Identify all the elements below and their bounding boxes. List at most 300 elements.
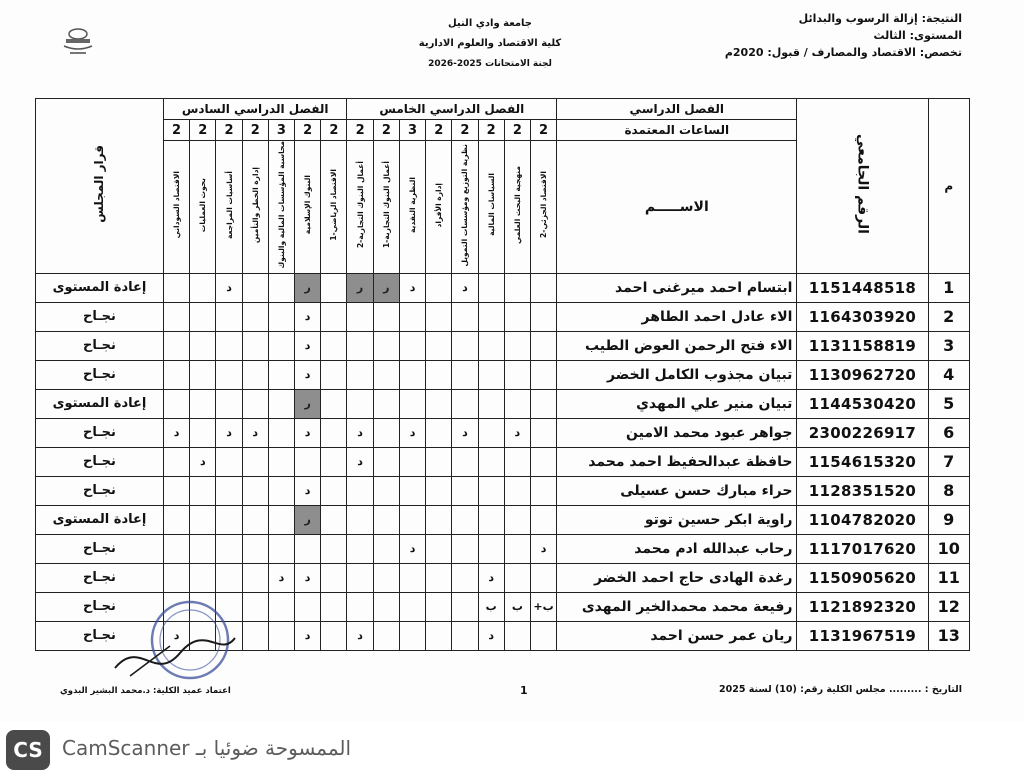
grade-cell	[373, 331, 399, 360]
grade-cell	[321, 360, 347, 389]
table-row	[36, 418, 970, 447]
grade-cell: د	[347, 447, 373, 476]
grade-cell	[242, 447, 268, 476]
grade-cell	[373, 592, 399, 621]
grade-cell: د	[399, 534, 425, 563]
council-date: التاريخ : ......... مجلس الكلية رقم: (10) لسنة 2025	[719, 684, 962, 695]
grade-cell	[399, 563, 425, 592]
row-number: 9	[928, 505, 970, 534]
grade-cell: د	[216, 418, 242, 447]
council-decision: إعادة المستوى	[36, 389, 164, 418]
grade-cell	[399, 447, 425, 476]
council-decision: نجـاح	[36, 621, 164, 650]
grade-cell	[452, 563, 478, 592]
grade-cell: ر	[347, 273, 373, 302]
specialization-line: تخصص: الاقتصاد والمصارف / قبول: 2020م	[724, 46, 962, 59]
grade-cell	[399, 389, 425, 418]
grade-cell	[163, 273, 189, 302]
grade-cell	[530, 447, 556, 476]
grade-cell	[216, 447, 242, 476]
grade-cell	[373, 505, 399, 534]
semester-6-header: الفصل الدراسي السادس	[163, 99, 347, 120]
grade-cell	[321, 389, 347, 418]
course-header	[242, 141, 268, 274]
student-name: الاء عادل احمد الطاهر	[557, 302, 797, 331]
council-decision: نجـاح	[36, 360, 164, 389]
student-name: جواهر عبود محمد الامين	[557, 418, 797, 447]
grade-cell: د	[242, 418, 268, 447]
grade-cell: د	[295, 302, 321, 331]
grade-cell: ر	[373, 273, 399, 302]
course-name: نظرية التوزيع ومؤسسات التمويل	[460, 143, 470, 267]
grade-cell	[190, 505, 216, 534]
grade-cell	[504, 476, 530, 505]
grade-cell	[295, 592, 321, 621]
course-header	[504, 141, 530, 274]
grade-cell	[426, 621, 452, 650]
course-header	[530, 141, 556, 274]
row-number: 13	[928, 621, 970, 650]
student-name: رغدة الهادى حاج احمد الخضر	[557, 563, 797, 592]
table-row	[36, 563, 970, 592]
course-name: أساسيات المراجعة	[224, 170, 234, 239]
table-row	[36, 302, 970, 331]
grade-cell: د	[216, 273, 242, 302]
grade-cell	[452, 302, 478, 331]
course-name: محاسبة المؤسسات المالية والبنوك	[276, 141, 286, 269]
course-name: الاقتصاد الرياضي-1	[329, 168, 339, 241]
course-header	[347, 141, 373, 274]
grade-cell: د	[347, 621, 373, 650]
grade-cell	[478, 447, 504, 476]
grade-cell	[452, 621, 478, 650]
grade-cell	[163, 476, 189, 505]
grade-cell	[321, 563, 347, 592]
grade-cell	[321, 592, 347, 621]
course-name: منهجية البحث العلمي	[512, 165, 522, 244]
grade-cell	[347, 563, 373, 592]
course-name: النظرية النقدية	[408, 176, 418, 233]
grade-cell	[426, 505, 452, 534]
table-row	[36, 447, 970, 476]
course-name: إدارة الأفراد	[434, 182, 444, 228]
id-header-text: الرقم الجامعي	[854, 133, 871, 234]
grade-cell	[373, 389, 399, 418]
grade-cell	[426, 331, 452, 360]
grade-cell	[530, 621, 556, 650]
grade-cell	[190, 418, 216, 447]
row-number: 11	[928, 563, 970, 592]
grade-cell: د	[190, 447, 216, 476]
grade-cell	[504, 534, 530, 563]
student-id: 1131967519	[797, 621, 928, 650]
semester-5-header: الفصل الدراسي الخامس	[347, 99, 557, 120]
course-name: بحوث العمليات	[198, 177, 208, 232]
credit-hours-cell: 2	[216, 120, 242, 141]
grade-cell: د	[478, 563, 504, 592]
grade-cell	[478, 273, 504, 302]
row-number: 12	[928, 592, 970, 621]
student-id: 1131158819	[797, 331, 928, 360]
grade-cell	[242, 563, 268, 592]
row-number: 6	[928, 418, 970, 447]
grade-cell	[426, 389, 452, 418]
grade-cell	[242, 331, 268, 360]
credit-hours-cell: 2	[478, 120, 504, 141]
grade-cell	[347, 331, 373, 360]
id-header	[797, 99, 928, 274]
grade-cell	[268, 302, 294, 331]
grade-cell	[399, 592, 425, 621]
course-name: إدارة الخطر والتأمين	[250, 166, 260, 243]
grade-cell	[452, 447, 478, 476]
grade-cell: د	[268, 563, 294, 592]
grade-cell	[530, 331, 556, 360]
grade-cell	[504, 621, 530, 650]
grade-cell	[399, 331, 425, 360]
grade-cell: د	[295, 418, 321, 447]
grade-cell	[504, 505, 530, 534]
grade-cell	[452, 360, 478, 389]
table-row	[36, 476, 970, 505]
table-row	[36, 360, 970, 389]
student-id: 1104782020	[797, 505, 928, 534]
student-id: 1154615320	[797, 447, 928, 476]
credit-hours-cell: 2	[295, 120, 321, 141]
grade-cell	[426, 534, 452, 563]
grade-cell	[426, 476, 452, 505]
course-header	[452, 141, 478, 274]
page-number: 1	[520, 684, 528, 697]
grade-cell	[452, 534, 478, 563]
grade-cell	[478, 331, 504, 360]
decision-header	[36, 99, 164, 274]
grade-cell	[163, 389, 189, 418]
student-id: 1130962720	[797, 360, 928, 389]
credit-hours-cell: 2	[163, 120, 189, 141]
student-id: 1144530420	[797, 389, 928, 418]
grade-cell	[426, 273, 452, 302]
grade-cell	[530, 273, 556, 302]
grade-cell	[190, 302, 216, 331]
student-id: 1150905620	[797, 563, 928, 592]
faculty-name: كلية الاقتصاد والعلوم الادارية	[418, 38, 562, 49]
grade-cell	[530, 563, 556, 592]
student-name: ابتسام احمد ميرغنى احمد	[557, 273, 797, 302]
course-name: الاقتصاد الجزئي-2	[539, 171, 549, 239]
row-number: 10	[928, 534, 970, 563]
credit-hours-cell: 2	[426, 120, 452, 141]
grade-cell	[399, 621, 425, 650]
grade-cell	[347, 476, 373, 505]
grade-cell	[504, 273, 530, 302]
student-name: رحاب عبدالله ادم محمد	[557, 534, 797, 563]
grade-cell	[373, 534, 399, 563]
grade-cell: د	[399, 418, 425, 447]
row-number: 4	[928, 360, 970, 389]
student-name: حافظة عبدالحفيظ احمد محمد	[557, 447, 797, 476]
grade-cell	[478, 505, 504, 534]
grade-cell: د	[163, 418, 189, 447]
grade-cell	[216, 534, 242, 563]
university-logo	[58, 22, 98, 62]
grade-cell	[321, 273, 347, 302]
grade-cell	[452, 331, 478, 360]
grade-cell	[268, 360, 294, 389]
name-header: الاســـــم	[557, 141, 797, 274]
grade-cell	[504, 331, 530, 360]
grade-cell	[321, 621, 347, 650]
grade-cell	[504, 360, 530, 389]
grade-cell	[347, 360, 373, 389]
row-number: 2	[928, 302, 970, 331]
council-decision: نجـاح	[36, 563, 164, 592]
student-id: 1117017620	[797, 534, 928, 563]
grade-cell	[426, 418, 452, 447]
grade-cell	[268, 389, 294, 418]
grade-cell	[399, 476, 425, 505]
grade-cell	[452, 592, 478, 621]
grade-cell	[347, 505, 373, 534]
course-name: أعمال البنوك التجارية-1	[381, 161, 391, 249]
grade-cell: د	[399, 273, 425, 302]
grade-cell: د	[295, 331, 321, 360]
grade-cell	[268, 534, 294, 563]
student-id: 2300226917	[797, 418, 928, 447]
dean-approval: اعتماد عميد الكلية: د.محمد البشير البدوي	[60, 686, 231, 696]
grade-cell	[321, 505, 347, 534]
level-line: المستوى: الثالث	[873, 29, 962, 42]
grade-cell	[163, 360, 189, 389]
grade-cell	[242, 621, 268, 650]
grade-cell	[478, 360, 504, 389]
credit-hours-cell: 2	[190, 120, 216, 141]
camscanner-text: الممسوحة ضوئيا بـ CamScanner	[62, 736, 352, 760]
course-header	[268, 141, 294, 274]
grade-cell	[347, 389, 373, 418]
results-table	[35, 98, 970, 651]
grade-cell: ر	[295, 273, 321, 302]
council-decision: نجـاح	[36, 418, 164, 447]
course-header	[426, 141, 452, 274]
row-number: 3	[928, 331, 970, 360]
table-row	[36, 534, 970, 563]
grade-cell	[373, 621, 399, 650]
grade-cell	[216, 302, 242, 331]
grade-cell	[373, 360, 399, 389]
grade-cell	[530, 418, 556, 447]
hours-label: الساعات المعتمدة	[557, 120, 797, 141]
grade-cell	[504, 389, 530, 418]
no-header: م	[928, 99, 970, 274]
grade-cell	[478, 302, 504, 331]
grade-cell	[163, 534, 189, 563]
grade-cell	[242, 302, 268, 331]
council-decision: نجـاح	[36, 331, 164, 360]
council-decision: نجـاح	[36, 592, 164, 621]
grade-cell	[478, 476, 504, 505]
grade-cell	[268, 331, 294, 360]
course-header	[373, 141, 399, 274]
credit-hours-cell: 2	[504, 120, 530, 141]
student-name: الاء فتح الرحمن العوض الطيب	[557, 331, 797, 360]
credit-hours-cell: 2	[452, 120, 478, 141]
grade-cell	[321, 534, 347, 563]
credit-hours-cell: 2	[347, 120, 373, 141]
grade-cell	[295, 534, 321, 563]
council-decision: إعادة المستوى	[36, 505, 164, 534]
grade-cell	[426, 447, 452, 476]
faculty-stamp	[110, 598, 240, 688]
grade-cell: د	[163, 621, 189, 650]
grade-cell: ب	[504, 592, 530, 621]
grade-cell	[268, 476, 294, 505]
credit-hours-cell: 3	[268, 120, 294, 141]
grade-cell	[478, 389, 504, 418]
row-number: 7	[928, 447, 970, 476]
student-id: 1128351520	[797, 476, 928, 505]
grade-cell	[504, 302, 530, 331]
course-header	[478, 141, 504, 274]
grade-cell: ب+	[530, 592, 556, 621]
grade-cell	[373, 476, 399, 505]
council-decision: نجـاح	[36, 447, 164, 476]
course-header	[399, 141, 425, 274]
grade-cell	[347, 534, 373, 563]
grade-cell	[190, 389, 216, 418]
grade-cell	[268, 273, 294, 302]
grade-cell	[373, 447, 399, 476]
grade-cell: د	[530, 534, 556, 563]
row-number: 5	[928, 389, 970, 418]
grade-cell: ب	[478, 592, 504, 621]
grade-cell	[190, 563, 216, 592]
grade-cell	[268, 505, 294, 534]
grade-cell	[190, 273, 216, 302]
grade-cell	[530, 505, 556, 534]
decision-header-text: قرار المجلس	[92, 144, 107, 223]
grade-cell	[373, 563, 399, 592]
table-row	[36, 389, 970, 418]
grade-cell	[216, 389, 242, 418]
course-header	[321, 141, 347, 274]
course-header	[216, 141, 242, 274]
grade-cell	[216, 505, 242, 534]
committee-name: لجنة الامتحانات 2025-2026	[428, 59, 552, 69]
grade-cell	[163, 331, 189, 360]
grade-cell	[321, 302, 347, 331]
grade-cell	[190, 534, 216, 563]
grade-cell	[399, 505, 425, 534]
credit-hours-cell: 2	[242, 120, 268, 141]
table-row	[36, 273, 970, 302]
grade-cell: د	[452, 418, 478, 447]
grade-cell: د	[295, 360, 321, 389]
grade-cell	[242, 389, 268, 418]
grade-cell: ر	[295, 505, 321, 534]
grade-cell: د	[478, 621, 504, 650]
credit-hours-cell: 3	[399, 120, 425, 141]
grade-cell	[452, 505, 478, 534]
grade-cell: د	[295, 476, 321, 505]
grade-cell	[295, 447, 321, 476]
student-name: ريان عمر حسن احمد	[557, 621, 797, 650]
course-name: أعمال البنوك التجارية-2	[355, 161, 365, 249]
grade-cell	[216, 563, 242, 592]
student-id: 1164303920	[797, 302, 928, 331]
course-header	[163, 141, 189, 274]
grade-cell	[190, 331, 216, 360]
grade-cell	[347, 302, 373, 331]
result-line: النتيجة: إزالة الرسوب والبدائل	[798, 12, 962, 25]
grade-cell	[163, 505, 189, 534]
student-id: 1121892320	[797, 592, 928, 621]
grade-cell	[190, 360, 216, 389]
header-center	[400, 14, 580, 74]
grade-cell	[242, 273, 268, 302]
grade-cell: د	[452, 273, 478, 302]
grade-cell	[530, 389, 556, 418]
grade-cell	[268, 447, 294, 476]
grade-cell	[373, 418, 399, 447]
university-name: جامعة وادي النيل	[447, 18, 533, 29]
grade-cell	[242, 476, 268, 505]
grade-cell	[163, 302, 189, 331]
student-name: حراء مبارك حسن عسيلى	[557, 476, 797, 505]
row-number: 8	[928, 476, 970, 505]
grade-cell	[426, 360, 452, 389]
course-header	[190, 141, 216, 274]
grade-cell	[530, 302, 556, 331]
grade-cell	[321, 447, 347, 476]
council-decision: إعادة المستوى	[36, 273, 164, 302]
grade-cell	[268, 418, 294, 447]
header-info	[725, 10, 962, 61]
grade-cell	[242, 505, 268, 534]
student-name: راوية ابكر حسين توتو	[557, 505, 797, 534]
grade-cell	[452, 476, 478, 505]
credit-hours-cell: 2	[373, 120, 399, 141]
grade-cell	[504, 563, 530, 592]
grade-cell: د	[295, 563, 321, 592]
grade-cell	[478, 534, 504, 563]
course-name: السياسات المالية	[486, 173, 496, 237]
student-name: تبيان مجذوب الكامل الخضر	[557, 360, 797, 389]
grade-cell	[242, 360, 268, 389]
grade-cell	[190, 476, 216, 505]
grade-cell	[347, 592, 373, 621]
grade-cell	[426, 563, 452, 592]
course-name: البنوك الإسلامية	[303, 175, 313, 235]
credit-hours-cell: 2	[530, 120, 556, 141]
grade-cell	[268, 592, 294, 621]
table-row	[36, 331, 970, 360]
grade-cell	[504, 447, 530, 476]
grade-cell: د	[295, 621, 321, 650]
row-number: 1	[928, 273, 970, 302]
student-name: تبيان منير علي المهدي	[557, 389, 797, 418]
grade-cell	[426, 302, 452, 331]
course-header	[295, 141, 321, 274]
grade-cell	[216, 360, 242, 389]
student-id: 1151448518	[797, 273, 928, 302]
table-row	[36, 505, 970, 534]
grade-cell	[478, 418, 504, 447]
grade-cell	[242, 592, 268, 621]
grade-cell	[216, 331, 242, 360]
grade-cell	[216, 476, 242, 505]
course-name: الاقتصاد السوداني	[172, 171, 182, 239]
